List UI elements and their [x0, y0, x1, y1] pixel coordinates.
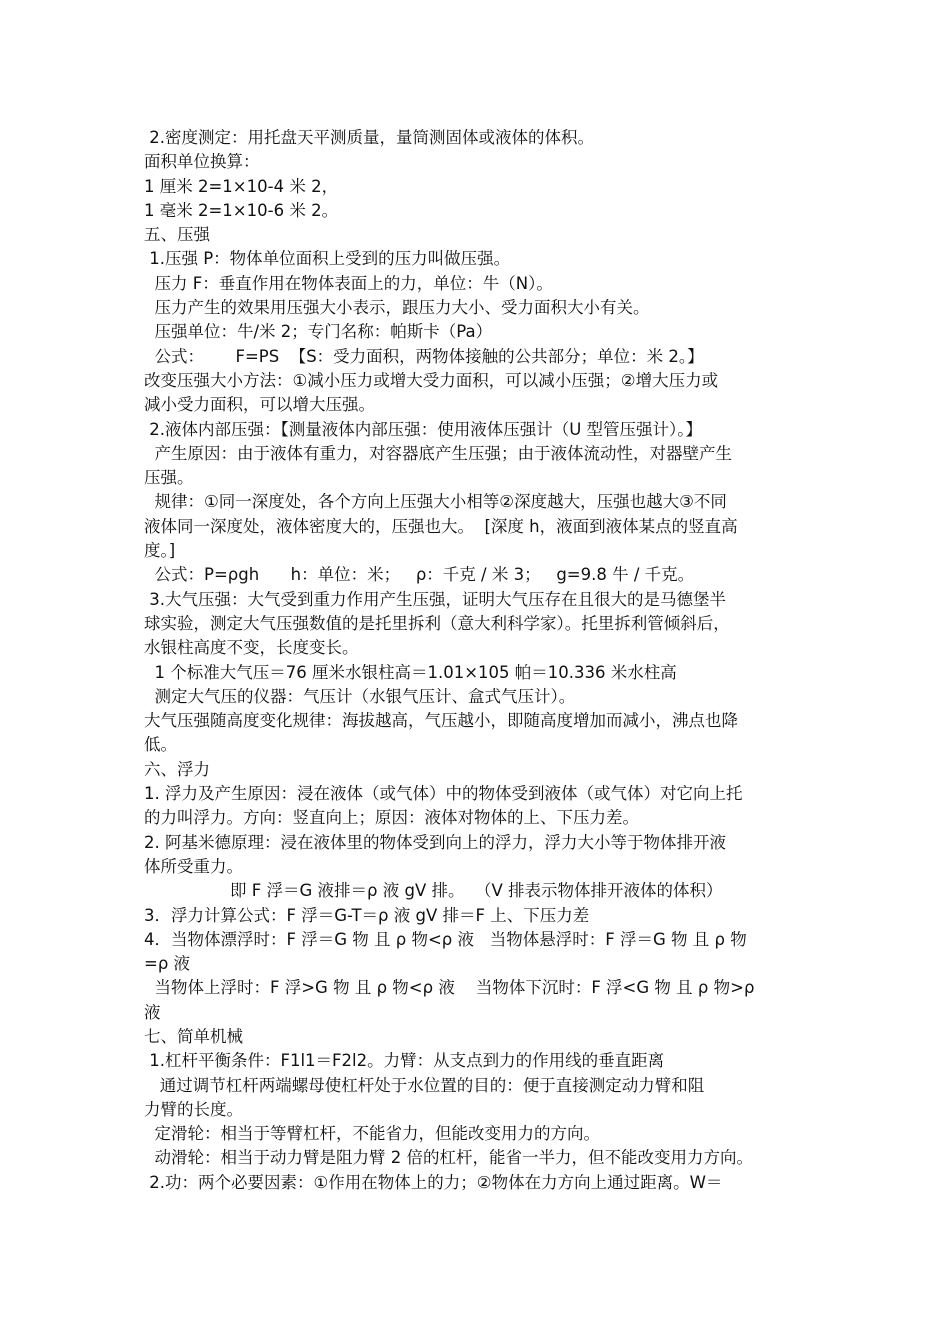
text-line: 规律：①同一深度处，各个方向上压强大小相等②深度越大，压强也越大③不同	[144, 492, 727, 512]
text-line: 改变压强大小方法：①减小压力或增大受力面积，可以减小压强；②增大压力或	[144, 370, 719, 390]
text-line: 大气压强随高度变化规律：海拔越高，气压越小，即随高度增加而减小，沸点也降	[144, 711, 738, 731]
text-line: 通过调节杠杆两端螺母使杠杆处于水位置的目的：便于直接测定动力臂和阻	[144, 1075, 705, 1095]
formula-line: 公式：P=ρgh h：单位：米； ρ：千克 / 米 3； g=9.8 牛 / 千克。	[144, 565, 695, 585]
text-line: =ρ 液	[144, 954, 191, 974]
text-line: 液体同一深度处，液体密度大的，压强也大。 [深度 h，液面到液体某点的竖直高	[144, 516, 738, 536]
text-line: 面积单位换算：	[144, 152, 260, 172]
document-body	[144, 126, 824, 1195]
text-line: 1 毫米 2=1×10-6 米 2。	[144, 200, 339, 220]
section-heading: 五、压强	[144, 225, 210, 245]
text-line: 体所受重力。	[144, 856, 243, 876]
text-line: 2. 阿基米德原理：浸在液体里的物体受到向上的浮力，浮力大小等于物体排开液	[144, 832, 726, 852]
text-line: 1 厘米 2=1×10-4 米 2，	[144, 176, 339, 196]
text-line: 度。]	[144, 541, 176, 561]
text-line: 压力 F：垂直作用在物体表面上的力，单位：牛（N）。	[144, 273, 553, 293]
section-heading: 七、简单机械	[144, 1026, 243, 1046]
text-line: 1.杠杆平衡条件：F1l1＝F2l2。力臂：从支点到力的作用线的垂直距离	[144, 1051, 665, 1071]
text-line: 定滑轮：相当于等臂杠杆，不能省力，但能改变用力的方向。	[144, 1124, 600, 1144]
text-line: 当物体上浮时：F 浮>G 物 且 ρ 物<ρ 液 当物体下沉时：F 浮<G 物 且 ρ 物>ρ	[144, 978, 755, 998]
text-line: 1. 浮力及产生原因：浸在液体（或气体）中的物体受到液体（或气体）对它向上托	[144, 784, 743, 804]
text-line: 液	[144, 1002, 161, 1022]
text-line: 动滑轮：相当于动力臂是阻力臂 2 倍的杠杆，能省一半力，但不能改变用力方向。	[144, 1148, 753, 1168]
text-line: 3.大气压强：大气受到重力作用产生压强，证明大气压存在且很大的是马德堡半	[144, 589, 726, 609]
text-line: 球实验，测定大气压强数值的是托里拆利（意大利科学家）。托里拆利管倾斜后，	[144, 613, 730, 633]
text-line: 压力产生的效果用压强大小表示，跟压力大小、受力面积大小有关。	[144, 298, 650, 318]
text-line: 减小受力面积，可以增大压强。	[144, 395, 375, 415]
text-line: 压强。	[144, 468, 194, 488]
text-line: 低。	[144, 735, 177, 755]
formula-line: 公式： F=PS 【S：受力面积，两物体接触的公共部分；单位：米 2。】	[144, 346, 704, 366]
text-line: 的力叫浮力。方向：竖直向上；原因：液体对物体的上、下压力差。	[144, 808, 639, 828]
text-line: 产生原因：由于液体有重力，对容器底产生压强；由于液体流动性，对器壁产生	[144, 443, 732, 463]
text-line: 2.功：两个必要因素：①作用在物体上的力；②物体在力方向上通过距离。W＝	[144, 1172, 723, 1192]
text-line: 4．当物体漂浮时：F 浮＝G 物 且 ρ 物<ρ 液 当物体悬浮时：F 浮＝G 物 且 ρ 物	[144, 929, 747, 949]
text-line: 力臂的长度。	[144, 1099, 243, 1119]
formula-line: 即 F 浮＝G 液排＝ρ 液 gV 排。 （V 排表示物体排开液体的体积）	[230, 881, 723, 901]
section-heading: 六、浮力	[144, 759, 210, 779]
text-line: 水银柱高度不变，长度变长。	[144, 638, 359, 658]
text-line: 1 个标准大气压＝76 厘米水银柱高＝1.01×105 帕＝10.336 米水柱高	[144, 662, 677, 682]
text-line: 1.压强 P：物体单位面积上受到的压力叫做压强。	[144, 249, 511, 269]
text-line: 2.液体内部压强：【测量液体内部压强：使用液体压强计（U 型管压强计）。】	[144, 419, 703, 439]
text-line: 2.密度测定：用托盘天平测质量，量筒测固体或液体的体积。	[144, 128, 594, 147]
text-line: 测定大气压的仪器：气压计（水银气压计、盒式气压计）。	[144, 686, 576, 706]
formula-line: 3．浮力计算公式：F 浮＝G-T＝ρ 液 gV 排＝F 上、下压力差	[144, 905, 590, 925]
text-line: 压强单位：牛/米 2；专门名称：帕斯卡（Pa）	[144, 322, 493, 342]
